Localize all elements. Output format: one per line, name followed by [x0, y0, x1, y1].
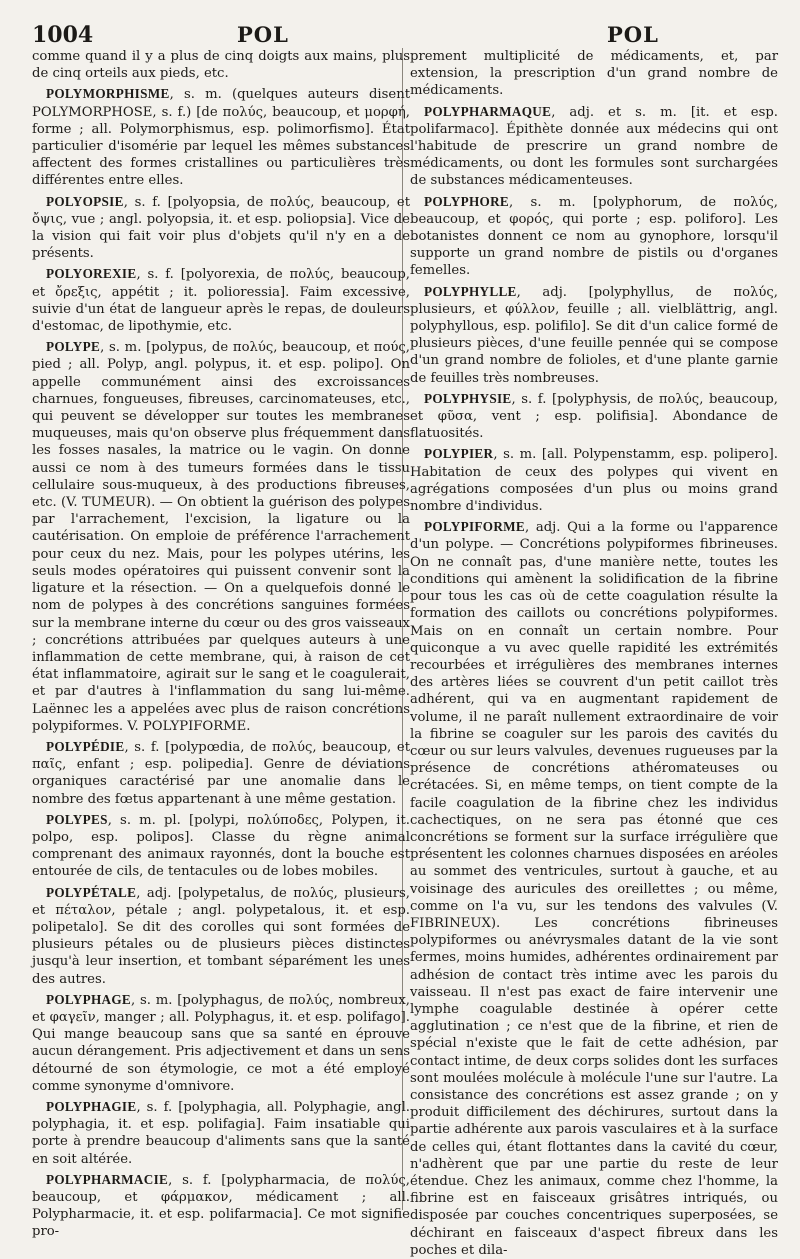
entry-text: , adj. [polyphyllus, de πολύς, plusieurs, et φύλλον, feuille ; all. vielblättrig, angl. polyphyllous, esp. polifilo]. Se dit d'un calice formé de plusieurs pièces, d'une feuille pennée qui se compose d'un grand nombre de folioles, et d'une plante garnie de feuilles très nombreuses.: [410, 284, 778, 386]
entry-polyphysie: [410, 390, 778, 443]
entry-polyphylle: [410, 283, 778, 387]
entry-polyorexie: [32, 265, 410, 335]
headword: POLYPIFORME: [424, 519, 525, 535]
headword: POLYMORPHISME: [46, 86, 170, 102]
entry-text: , s. m. [polyphagus, de πολύς, nombreux, et φαγεῖν, manger ; all. Polyphagus, it. et esp. polifago]. Qui mange beaucoup sans que sa santé en éprouve aucun dérangement. Pris adjectivement et dans un sens détourné de son étymologie, ce mot a été employé comme synonyme d'omnivore.: [32, 992, 410, 1094]
running-head-right: POL: [607, 22, 659, 47]
headword: POLYPHYLLE: [424, 283, 517, 299]
headword: POLYPIER: [424, 446, 494, 462]
entry-text: , adj. Qui a la forme ou l'apparence d'un polype. — Concrétions polypiformes fibrineuses. On ne connaît pas, d'une manière nette, toutes les conditions qui amènent la solidification de la fibrine pour tous les cas où de cette coagulation résulte la formation des caillots ou concrétions polypiformes. Mais on en connaît un certain nombre. Pour quiconque a vu avec quelle rapidité les extrémités recourbées et irrégulières des membranes internes des artères liées se couvrent d'un petit caillot très adhérent, qui va en augmentant rapidement de volume, il ne paraît nullement extraordinaire de voir la fibrine se coaguler sur les parois des cavités du cœur ou sur leurs valvules, devenues rugueuses par la présence de concrétions athéromateuses ou crétacées. Si, en même temps, on tient compte de la facile coagulation de la fibrine chez les individus cachectiques, on ne sera pas étonné que ces concrétions se forment sur la surface irrégulière que présentent les colonnes charnues disposées en aréoles au sommet des ventricules, surtout à gauche, et au voisinage des auricules des oreillettes ; ou même, comme on l'a vu, sur les tendons des valvules (V. FIBRINEUX). Les concrétions fibrineuses polypiformes ou anévrysmales datant de la vie sont fermes, moins humides, adhérentes ordinairement par adhésion de contact très intime avec les parois du vaisseau. Il n'est pas exact de faire intervenir une lymphe coagulable destinée à opérer cette agglutination ; ce n'est que de la fibrine, et rien de spécial n'existe que le fait de cette adhésion, par contact intime, de deux corps solides dont les surfaces sont moulées molécule à molécule l'une sur l'autre. La consistance des concrétions est assez grande ; on y produit difficilement des déchirures, surtout dans la partie adhérente aux parois vasculaires et à la surface de celles qui, étant flottantes dans la cavité du cœur, n'adhèrent que par une partie du reste de leur étendue. Chez les animaux, comme chez l'homme, la fibrine est en faisceaux grisâtres intriqués, ou disposée par couches concentriques superposées, se déchirant en faisceaux d'aspect fibreux dans les poches et dila-: [410, 520, 778, 1258]
entry-polyopsie: [32, 193, 410, 263]
entry-text: , adj. et s. m. [it. et esp. polifarmaco]. Épithète donnée aux médecins qui ont l'habitude de prescrire un grand nombre de médicaments, ou dont les formules sont surchargées de substances médicamenteuses.: [410, 104, 778, 189]
right-column: [410, 48, 778, 1258]
entry-continuation: prement multiplicité de médicaments, et, par extension, la prescription d'un grand nombre de médicaments.: [410, 49, 778, 99]
headword: POLYPHAGIE: [46, 1098, 137, 1114]
headword: POLYOREXIE: [46, 266, 137, 282]
entry-continuation: comme quand il y a plus de cinq doigts aux mains, plus de cinq orteils aux pieds, etc.: [32, 49, 410, 82]
entry-polypier: [410, 445, 778, 515]
entry-polypetale: [32, 884, 410, 988]
headword: POLYPHYSIE: [424, 390, 512, 406]
entry-polypharmaque: [410, 103, 778, 190]
entry-polypiforme: [410, 518, 778, 1259]
entry-text: , s. f. [polyopsia, de πολύς, beaucoup, et ὄψις, vue ; angl. polyopsia, it. et esp. poliopsia]. Vice de la vision qui fait voir plus d'objets qu'il n'y en a de présents.: [32, 194, 410, 262]
entry-text: , s. m. [all. Polypenstamm, esp. polipero]. Habitation de ceux des polypes qui vivent en agrégations composées d'un plus ou moins grand nombre d'individus.: [410, 447, 778, 515]
entry-text: , s. f. [polypœdia, de πολύς, beaucoup, et παῖς, enfant ; esp. polipedia]. Genre de déviations organiques caractérisé par une anomalie dans le nombre des fœtus appartenant à une même gestation.: [32, 739, 410, 807]
entry-polypedie: [32, 738, 410, 808]
entry-text: , s. f. [polyphysis, de πολύς, beaucoup, et φῦσα, vent ; esp. polifisia]. Abondance de flatuosités.: [410, 391, 778, 442]
page-number: 1004: [32, 22, 94, 48]
headword: POLYPÉDIE: [46, 738, 125, 754]
headword: POLYOPSIE: [46, 193, 124, 209]
entry-polypes: [32, 811, 410, 881]
headword: POLYPE: [46, 339, 101, 355]
headword: POLYPHARMACIE: [46, 1171, 169, 1187]
entry-polyphore: [410, 193, 778, 280]
entry-polyphage: [32, 991, 410, 1095]
entry-text: , s. f. [polyphagia, all. Polyphagie, angl. polyphagia, it. et esp. polifagia]. Faim insatiable qui porte à prendre beaucoup d'aliments sans que la santé en soit altérée.: [32, 1099, 410, 1167]
page-header: [32, 22, 778, 50]
entry-text: , s. f. [polypharmacia, de πολύς, beaucoup, et φάρμακον, médicament ; all. Polypharmacie, it. et esp. polifarmacia]. Ce mot signifie pro-: [32, 1172, 410, 1240]
running-head-left: POL: [237, 22, 289, 47]
left-column: [32, 48, 410, 1240]
entry-polymorphisme: [32, 85, 410, 189]
entry-polype: [32, 338, 410, 735]
headword: POLYPES: [46, 811, 108, 827]
entry-text: , s. m. [polypus, de πολύς, beaucoup, et πούς, pied ; all. Polyp, angl. polypus, it. et esp. polipo]. On appelle communément ainsi des excroissances charnues, fongueuses, fibreuses, carcinomateuses, etc., qui peuvent se développer sur toutes les membranes muqueuses, mais qu'on observe plus fréquemment dans les fosses nasales, la matrice ou le vagin. On donne aussi ce nom à des tumeurs formées dans le tissu cellulaire sous-muqueux, à des productions fibreuses, etc. (V. TUMEUR). — On obtient la guérison des polypes par l'arrachement, l'excision, la ligature ou la cautérisation. On emploie de préférence l'arrachement pour ceux du nez. Mais, pour les polypes utérins, les seuls modes opératoires qui puissent convenir sont la ligature et la résection. — On a quelquefois donné le nom de polypes à des concrétions sanguines formées sur la membrane interne du cœur ou des gros vaisseaux ; concrétions attribuées par quelques auteurs à une inflammation de cette membrane, qui, à raison de cet état inflammatoire, agirait sur le sang et le coagulerait, et par d'autres à l'inflammation du sang lui-même. Laënnec les a appelées avec plus de raison concrétions polypiformes. V. POLYPIFORME.: [32, 340, 410, 734]
entry-text: , s. m. pl. [polypi, πολύποδες, Polypen, it. polpo, esp. polipos]. Classe du règne animal comprenant des animaux rayonnés, dont la bouche est entourée de cils, de tentacules ou de lobes mobiles.: [32, 812, 410, 880]
entry-text: , s. m. [polyphorum, de πολύς, beaucoup, et φορός, qui porte ; esp. poliforo]. Les botanistes donnent ce nom au gynophore, lorsqu'il supporte un grand nombre de pistils ou d'organes femelles.: [410, 194, 778, 279]
headword: POLYPHARMAQUE: [424, 103, 552, 119]
entry-polyphagie: [32, 1098, 410, 1168]
headword: POLYPHAGE: [46, 991, 132, 1007]
entry-polypharmacie: [32, 1171, 410, 1241]
entry-text: , s. f. [polyorexia, de πολύς, beaucoup, et ὄρεξις, appétit ; it. polioressia]. Faim excessive, suivie d'un état de langueur après le repas, de douleurs d'estomac, de lipothymie, etc.: [32, 267, 410, 335]
entry-text: , adj. [polypetalus, de πολύς, plusieurs, et πέταλον, pétale ; angl. polypetalous, it. et esp. polipetalo]. Se dit des corolles qui sont formées de plusieurs pétales ou de plusieurs pièces distinctes jusqu'à leur insertion, et tombant séparément les unes des autres.: [32, 885, 410, 987]
entry-text: , s. m. (quelques auteurs disent POLYMORPHOSE, s. f.) [de πολύς, beaucoup, et μορφή, forme ; all. Polymorphismus, esp. polimorfismo]. État particulier d'isomérie par lequel les mêmes substances affectent des formes cristallines ou particulières très différentes entre elles.: [32, 87, 410, 189]
headword: POLYPHORE: [424, 193, 510, 209]
headword: POLYPÉTALE: [46, 884, 137, 900]
